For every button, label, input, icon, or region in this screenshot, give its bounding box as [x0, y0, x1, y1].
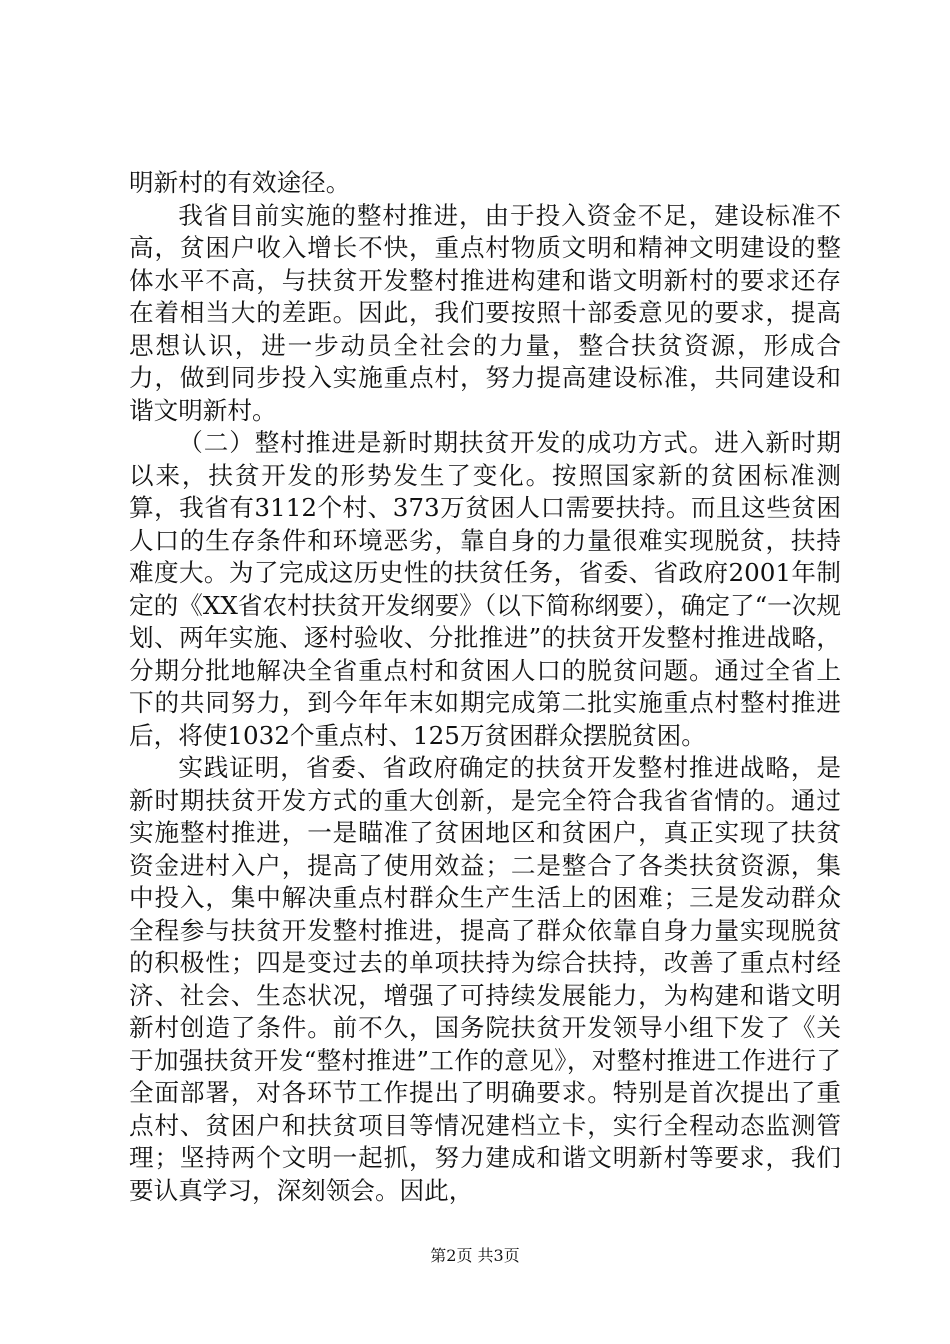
paragraph-section-two: （二）整村推进是新时期扶贫开发的成功方式。进入新时期以来，扶贫开发的形势发生了变化。按照国家新的贫困标准测算，我省有3112个村、373万贫困人口需要扶持。而且这些贫困人口的生存条件和环境恶劣，靠自身的力量很难实现脱贫，扶持难度大。为了完成这历史性的扶贫任务，省委、省政府2001年制定的《XX省农村扶贫开发纲要》（以下简称纲要），确定了“一次规划、两年实施、逐村验收、分批推进”的扶贫开发整村推进战略，分期分批地解决全省重点村和贫困人口的脱贫问题。通过全省上下的共同努力，到今年年末如期完成第二批实施重点村整村推进后，将使1032个重点村、125万贫困群众摆脱贫困。: [129, 428, 841, 750]
document-body: [129, 167, 841, 1207]
paragraph-practice-proves: 实践证明，省委、省政府确定的扶贫开发整村推进战略，是新时期扶贫开发方式的重大创新，是完全符合我省省情的。通过实施整村推进，一是瞄准了贫困地区和贫困户，真正实现了扶贫资金进村入户，提高了使用效益；二是整合了各类扶贫资源，集中投入，集中解决重点村群众生产生活上的困难；三是发动群众全程参与扶贫开发整村推进，提高了群众依靠自身力量实现脱贫的积极性；四是变过去的单项扶持为综合扶持，改善了重点村经济、社会、生态状况，增强了可持续发展能力，为构建和谐文明新村创造了条件。前不久，国务院扶贫开发领导小组下发了《关于加强扶贫开发“整村推进”工作的意见》，对整村推进工作进行了全面部署，对各环节工作提出了明确要求。特别是首次提出了重点村、贫困户和扶贫项目等情况建档立卡，实行全程动态监测管理；坚持两个文明一起抓，努力建成和谐文明新村等要求，我们要认真学习，深刻领会。因此，: [129, 753, 841, 1205]
paragraph-continuation: 明新村的有效途径。: [129, 168, 351, 197]
paragraph-construction-gap: 我省目前实施的整村推进，由于投入资金不足，建设标准不高，贫困户收入增长不快，重点村物质文明和精神文明建设的整体水平不高，与扶贫开发整村推进构建和谐文明新村的要求还存在着相当大的差距。因此，我们要按照十部委意见的要求，提高思想认识，进一步动员全社会的力量，整合扶贫资源，形成合力，做到同步投入实施重点村，努力提高建设标准，共同建设和谐文明新村。: [129, 200, 841, 425]
page-footer: 第2页 共3页: [430, 1246, 520, 1265]
